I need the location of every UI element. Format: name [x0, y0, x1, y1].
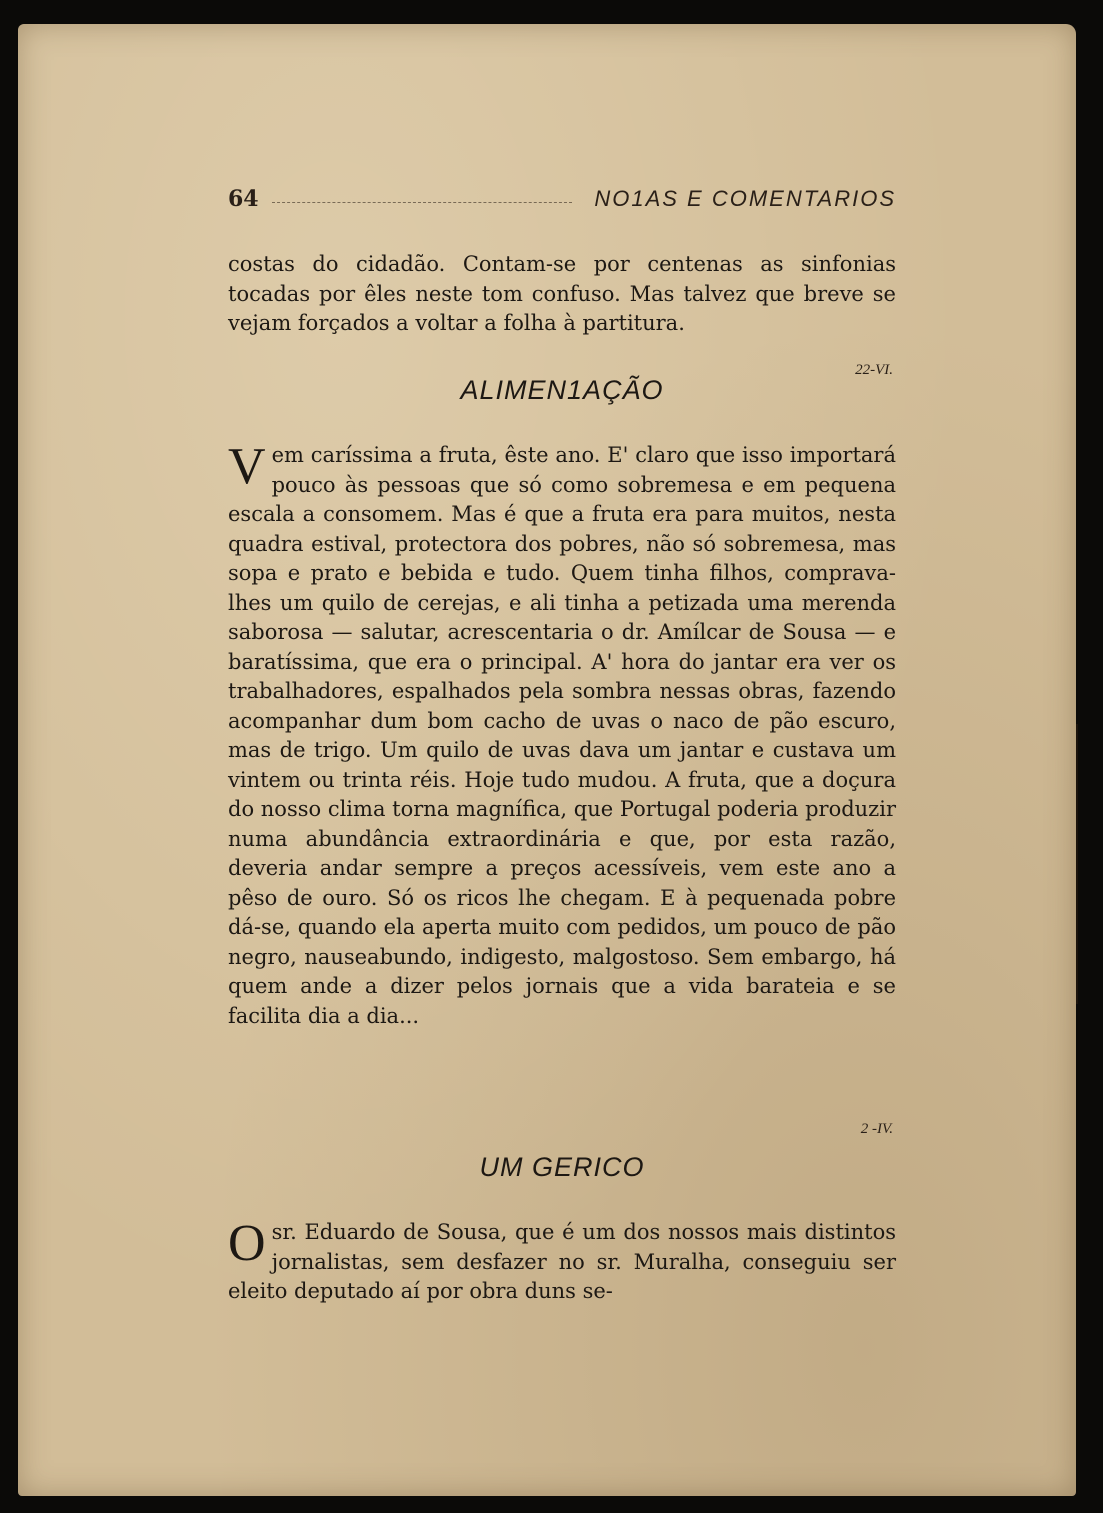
gerico-paragraph	[228, 1215, 896, 1307]
alimentacao-paragraph	[228, 438, 896, 1031]
alimentacao-text: em caríssima a fruta, êste ano. E' claro que isso importará pouco às pessoas que só como sobremesa e em pequena escala a consomem. Mas é que a fruta era para muitos, nesta quadra estival, protectora dos pobres, não só sobremesa, mas sopa e prato e bebida e tudo. Quem tinha filhos, comprava-lhes um quilo de cerejas, e ali tinha a petizada uma merenda saborosa — salutar, acrescentaria o dr. Amílcar de Sousa — e baratíssima, que era o principal. A' hora do jantar era ver os trabalhadores, espalhados pela sombra nessas obras, fazendo acompanhar dum bom cacho de uvas o naco de pão escuro, mas de trigo. Um quilo de uvas dava um jantar e custava um vintem ou trinta réis. Hoje tudo mudou. A fruta, que a doçura do nosso clima torna magnífica, que Portugal poderia produzir numa abundância extraordinária e que, por esta razão, deveria andar sempre a preços acessíveis, vem este ano a pêso de ouro. Só os ricos lhe chegam. E à pequenada pobre dá-se, quando ela aperta muito com pedidos, um pouco de pão negro, nauseabundo, indigesto, malgostoso. Sem embargo, há quem ande a dizer pelos jornais que a vida barateia e se facilita dia a dia...	[228, 443, 896, 1028]
running-title: NO1AS E COMENTARIOS	[594, 186, 896, 211]
header-rule	[272, 202, 572, 203]
dropcap-v: V	[228, 438, 266, 495]
intro-paragraph: costas do cidadão. Contam-se por centenas as sinfonias tocadas por êles neste tom confuso. Mas talvez que breve se vejam forçados a voltar a folha à partitura.	[228, 252, 896, 335]
page-crease	[1076, 724, 1088, 1004]
intro-dateline: 22-VI.	[855, 362, 893, 378]
section-alimentacao-body	[228, 438, 896, 1031]
gerico-text: sr. Eduardo de Sousa, que é um dos nossos mais distintos jornalistas, sem desfazer no sr. Muralha, conseguiu ser eleito deputado aí por obra duns se-	[228, 1220, 896, 1303]
section-title-alimentacao: ALIMEN1AÇÃO	[460, 375, 664, 405]
alimentacao-dateline: 2 -IV.	[860, 1121, 893, 1137]
page-header	[228, 186, 896, 216]
section-gerico-body	[228, 1215, 896, 1307]
page-number: 64	[228, 186, 259, 212]
dropcap-o: O	[228, 1215, 266, 1272]
section-title-um-gerico: UM GERICO	[479, 1152, 645, 1182]
intro-text-block	[228, 250, 896, 339]
